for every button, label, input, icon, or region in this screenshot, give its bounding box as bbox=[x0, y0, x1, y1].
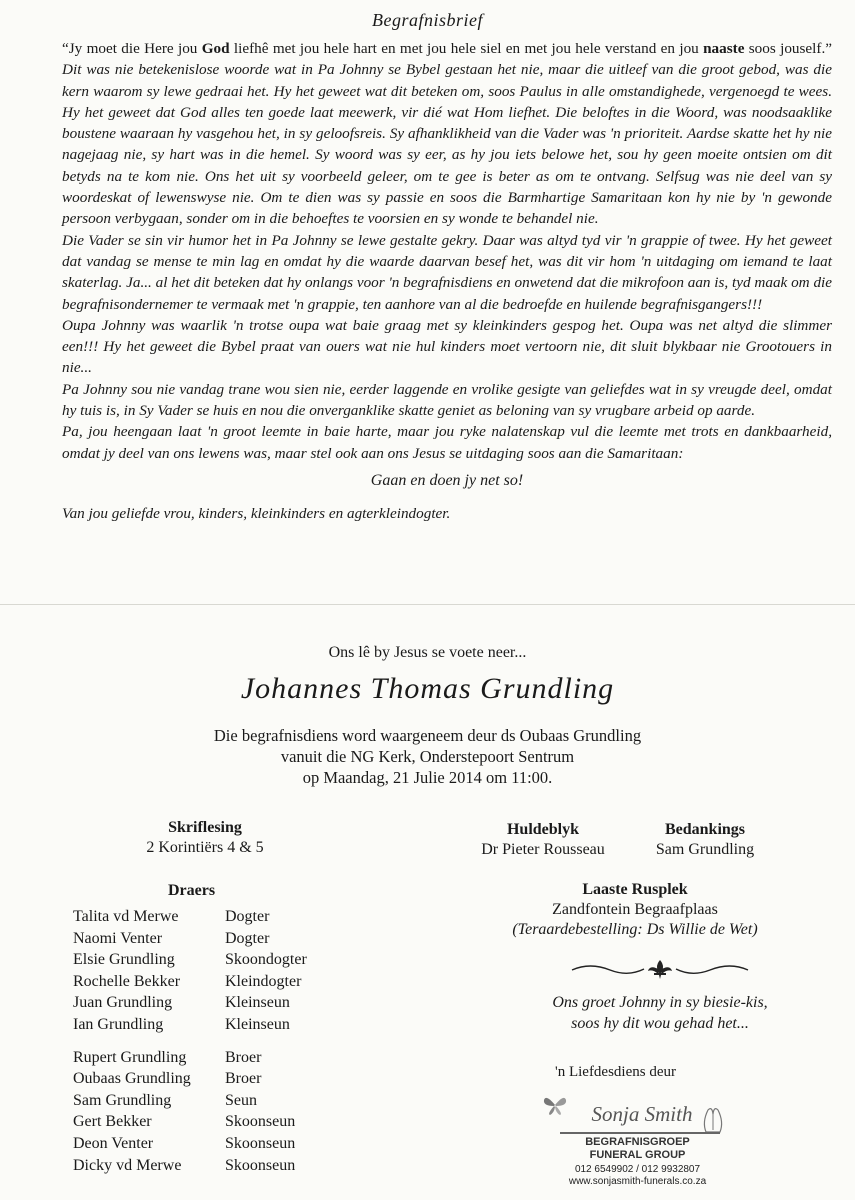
farewell-message bbox=[470, 992, 850, 1034]
logo-line-afrikaans: BEGRAFNISGROEP bbox=[585, 1136, 690, 1148]
bearer-relation: Skoondogter bbox=[225, 951, 307, 969]
bearer-relation: Skoonseun bbox=[225, 1156, 296, 1174]
tribute-heading: Huldeblyk bbox=[506, 821, 580, 838]
bearer-name: Gert Bekker bbox=[73, 1113, 152, 1131]
bearer-name: Sam Grundling bbox=[73, 1091, 172, 1109]
interment-note: (Teraardebestelling: Ds Willie de Wet) bbox=[512, 921, 758, 938]
bearer-name: Oubaas Grundling bbox=[73, 1070, 191, 1088]
fleur-de-lis-ornament-icon bbox=[570, 958, 750, 980]
service-details-line-1: Die begrafnisdiens word waargeneem deur ds Oubaas Grundling bbox=[213, 726, 642, 745]
resting-place-heading: Laaste Rusplek bbox=[582, 881, 688, 898]
emphasis-god: God bbox=[201, 40, 230, 57]
thanks-heading: Bedankings bbox=[664, 821, 746, 838]
bearer-row bbox=[73, 1068, 307, 1090]
bearer-row bbox=[73, 1133, 307, 1155]
tribute-speaker: Dr Pieter Rousseau bbox=[481, 841, 605, 858]
bearer-row bbox=[73, 928, 307, 950]
letter-paragraph-5: Pa, jou heengaan laat 'n groot leemte in baie harte, maar jou ryke nalatenskap vul die leemte met trots en dankbaarheid, omdat jy deel van ons lewens was, maar stel ook aan ons Jesus se uitdaging soos aan die Samaritaan: bbox=[62, 423, 832, 462]
letter-title: Begrafnisbrief bbox=[372, 10, 483, 30]
scripture-reading-heading: Skriflesing bbox=[168, 819, 242, 836]
bearer-name: Naomi Venter bbox=[73, 929, 163, 947]
programme-intro: Ons lê by Jesus se voete neer... bbox=[328, 644, 527, 661]
bearer-relation: Skoonseun bbox=[225, 1134, 296, 1152]
logo-line-english: FUNERAL GROUP bbox=[589, 1149, 686, 1161]
letter-paragraph-1: “Jy moet die Here jou God liefhê met jou hele hart en met jou hele siel en met jou hele verstand en jou naaste soos jouself.” Dit was nie betekenislose woorde wat in Pa Johnny se Bybel gestaan het nie, maar die uitleef van die groot gebod, was die kern waarom sy lewe gedraai het. Hy het geweet wat dit beteken om, soos Paulus in alle omstandighede, vergenoegd te wees. Hy het geweet dat God alles ten goede laat meewerk, vir dié wat Hom liefhet. Die beloftes in die Woord, was noodsaaklike boustene waaraan hy vasgehou het, in sy geloofsreis. Sy afhanklikheid van die Vader was 'n prioriteit. Aardse skatte het hy nie nagejaag nie, sy hart was in die hemel. Sy woord was sy eer, as hy jou iets belowe het, sou hy geen moeite ontsien om dit betyds na te kom nie. Ons het uit sy voorbeeld geleer, om te gee is beter as om te ontvang. Selfsug was nie deel van sy woordeskat of lewenswyse nie. Om te dien was sy passie en soos die Barmhartige Samaritaan kon hy nie by 'n gewonde persoon verbygaan, sonder om in die behoeftes te voorsien en sy wonde te behandel nie. bbox=[62, 40, 832, 228]
bearer-row bbox=[73, 1111, 307, 1133]
bearer-relation: Dogter bbox=[225, 929, 270, 947]
bearer-name: Deon Venter bbox=[73, 1134, 154, 1152]
bearer-row bbox=[73, 992, 307, 1014]
logo-script-name: Sonja Smith bbox=[591, 1102, 693, 1126]
thanks-block bbox=[630, 820, 780, 860]
letter-signoff: Van jou geliefde vrou, kinders, kleinkinders en agterkleindogter. bbox=[62, 505, 451, 523]
service-provider-label: 'n Liefdesdiens deur bbox=[555, 1064, 676, 1080]
bearer-row bbox=[73, 949, 307, 971]
funeral-letter bbox=[62, 38, 832, 525]
letter-paragraph-2: Die Vader se sin vir humor het in Pa Johnny se lewe gestalte gekry. Daar was altyd tyd vir 'n grappie of twee. Hy het geweet dat vandag se mense te min lag en omdat hy die waarde daarvan besef het, was dit vir hom 'n uitdaging om iemand te laat skaterlag. Ja... al het dit beteken dat hy onlangs voor 'n begrafnisdiens en onwetend dat die mikrofoon aan is, tyd maak om die begrafnisondernemer te vermaak met 'n grappie, ten aanhore van al die bedroefde en huilende begrafnisgangers!!! bbox=[62, 231, 832, 313]
farewell-line-1: Ons groet Johnny in sy biesie-kis, bbox=[552, 994, 768, 1011]
praying-hands-icon bbox=[696, 1104, 730, 1134]
tribute-block bbox=[458, 820, 628, 860]
bearer-row bbox=[73, 1014, 307, 1036]
letter-paragraph-3: Oupa Johnny was waarlik 'n trotse oupa wat baie graag met sy kleinkinders gespog het. Oupa was net altyd die slimmer een!!! Hy het geweet die Bybel praat van ouers wat nie hul kinders moet vertoorn nie, dit sluit blykbaar nie Grootouers in nie... bbox=[62, 316, 832, 377]
service-details bbox=[0, 725, 855, 788]
bearer-row bbox=[73, 906, 307, 928]
letter-closing-line: Gaan en doen jy net so! bbox=[370, 471, 524, 489]
scripture-reading-text: 2 Korintiërs 4 & 5 bbox=[146, 839, 264, 856]
bearer-row bbox=[73, 1155, 307, 1177]
letter-paragraph-4: Pa Johnny sou nie vandag trane wou sien nie, eerder laggende en vrolike gesigte van geliefdes wat in sy vreugde deel, omdat hy tuis is, in Sy Vader se huis en nou die onverganklike skatte geniet as beloning van sy vrugbare arbeid op aarde. bbox=[62, 380, 832, 420]
bearer-relation: Broer bbox=[225, 1048, 262, 1066]
emphasis-naaste: naaste bbox=[703, 40, 745, 57]
bearer-row bbox=[73, 1090, 307, 1112]
bearers-spacer bbox=[73, 1036, 307, 1047]
service-details-line-2: vanuit die NG Kerk, Onderstepoort Sentrum bbox=[280, 747, 575, 766]
bearer-name: Talita vd Merwe bbox=[73, 908, 179, 925]
funeral-group-logo bbox=[530, 1090, 745, 1190]
service-details-line-3: op Maandag, 21 Julie 2014 om 11:00. bbox=[302, 768, 553, 787]
bearer-relation: Seun bbox=[225, 1091, 257, 1109]
fold-divider bbox=[0, 604, 855, 605]
deceased-name: Johannes Thomas Grundling bbox=[240, 672, 615, 705]
final-resting-place-block bbox=[470, 880, 800, 940]
bearers-heading: Draers bbox=[168, 882, 216, 899]
bearers-group-2 bbox=[73, 1047, 307, 1177]
bearer-row bbox=[73, 1047, 307, 1069]
bearer-relation: Kleindogter bbox=[225, 972, 302, 990]
bearer-name: Ian Grundling bbox=[73, 1015, 164, 1033]
bearer-relation: Dogter bbox=[225, 908, 270, 925]
logo-divider bbox=[560, 1132, 720, 1134]
bearer-relation: Kleinseun bbox=[225, 1015, 290, 1033]
scripture-reading-block bbox=[120, 818, 290, 858]
logo-phone: 012 6549902 / 012 9932807 bbox=[574, 1164, 701, 1175]
bearer-name: Dicky vd Merwe bbox=[73, 1156, 182, 1174]
bearers-group-1 bbox=[73, 906, 307, 1036]
bearer-relation: Broer bbox=[225, 1070, 262, 1088]
thanks-speaker: Sam Grundling bbox=[655, 841, 755, 858]
bearer-relation: Skoonseun bbox=[225, 1113, 296, 1131]
logo-website: www.sonjasmith-funerals.co.za bbox=[568, 1176, 707, 1187]
farewell-line-2: soos hy dit wou gehad het... bbox=[571, 1015, 749, 1032]
resting-place-name: Zandfontein Begraafplaas bbox=[552, 901, 718, 918]
bearer-name: Rupert Grundling bbox=[73, 1048, 187, 1066]
bearer-name: Juan Grundling bbox=[73, 994, 173, 1012]
bearers-list bbox=[73, 906, 307, 1176]
bearer-row bbox=[73, 971, 307, 993]
bearer-relation: Kleinseun bbox=[225, 994, 290, 1012]
bearer-name: Rochelle Bekker bbox=[73, 972, 181, 990]
bearer-name: Elsie Grundling bbox=[73, 951, 175, 969]
